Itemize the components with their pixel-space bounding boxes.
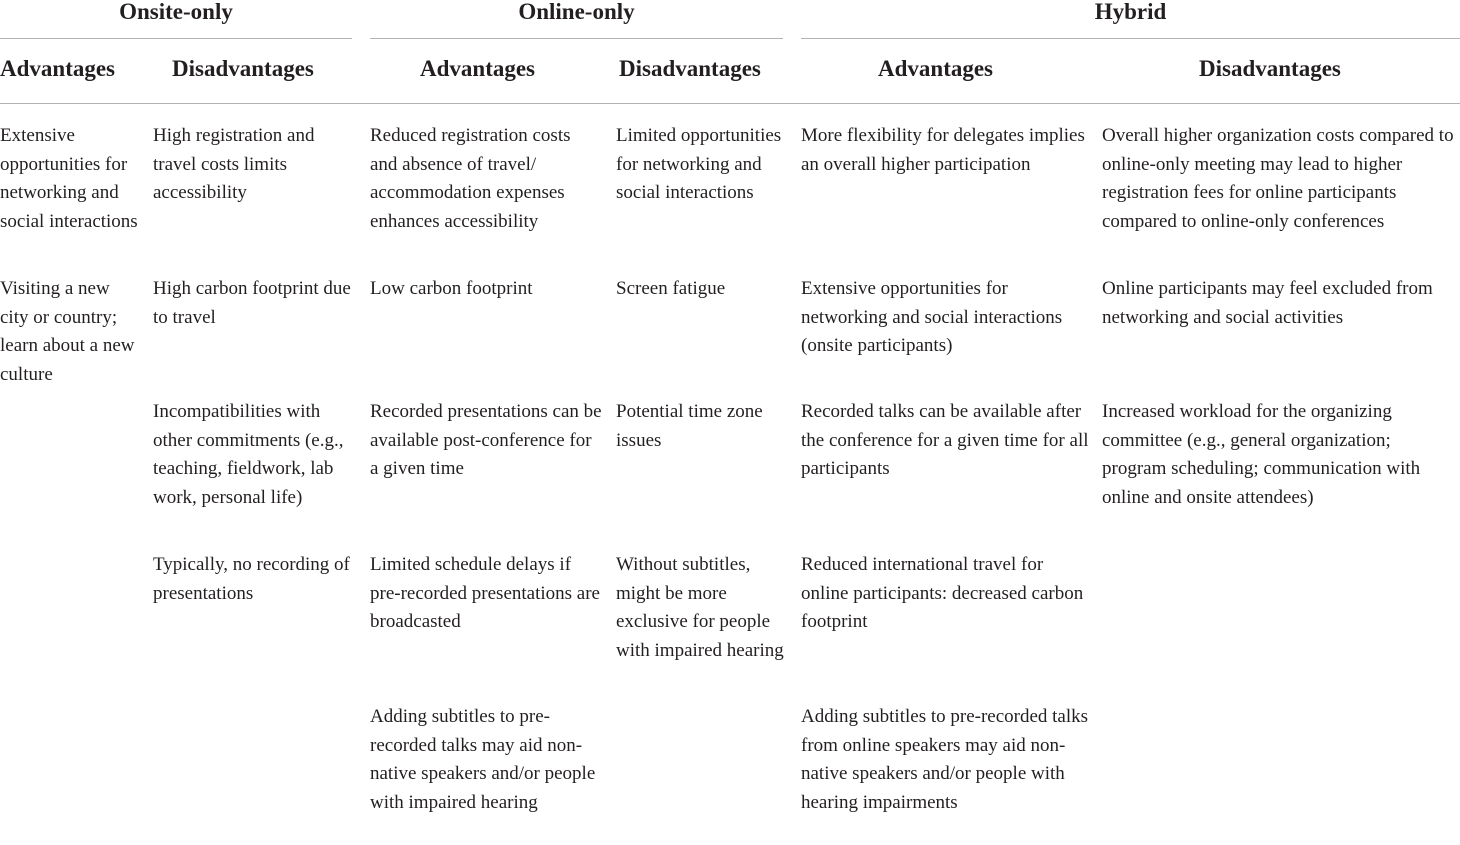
group-rule-hybrid [801,38,1460,39]
cell-r2-online-disadvantage: Screen fatigue [616,278,726,299]
group-rule-online [370,38,783,39]
cell-r1-onsite-disadvantage: High registration and travel costs limits accessibility [153,125,315,204]
cell-r3-hybrid-disadvantage: Increased workload for the organizing committee (e.g., general organization; program scheduling; communication with online and onsite attendees) [1102,401,1421,509]
group-title-online: Online-only [518,0,635,24]
cell-r5-hybrid-advantage: Adding subtitles to pre-recorded talks from online speakers may aid non-native speakers and/or people with hearing impairments [801,706,1089,814]
cell-r3-online-disadvantage: Potential time zone issues [616,401,763,451]
col-header-onsite-disadvantages: Disadvantages [172,56,314,81]
col-header-onsite-advantages: Advantages [0,56,116,81]
cell-r2-hybrid-disadvantage: Online participants may feel excluded from networking and social activities [1102,278,1433,328]
cell-r2-onsite-advantage: Visiting a new city or country; learn about a new culture [0,278,135,386]
cell-r1-online-disadvantage: Limited opportunities for networking and social interactions [616,125,782,204]
cell-r5-online-advantage: Adding subtitles to pre-recorded talks may aid non-native speakers and/or people with impaired hearing [370,706,596,814]
header-rule [0,103,1460,104]
cell-r1-onsite-advantage: Extensive opportunities for networking and social interactions [0,125,138,233]
group-title-onsite: Onsite-only [119,0,233,24]
cell-r2-hybrid-advantage: Extensive opportunities for networking and social interactions (onsite participants) [801,278,1063,357]
group-rule-onsite [0,38,352,39]
cell-r2-online-advantage: Low carbon footprint [370,278,533,299]
col-header-online-disadvantages: Disadvantages [619,56,761,81]
cell-r3-hybrid-advantage: Recorded talks can be available after the conference for a given time for all participants [801,401,1089,480]
group-title-hybrid: Hybrid [1094,0,1167,24]
cell-r4-onsite-disadvantage: Typically, no recording of presentations [153,554,350,604]
cell-r3-onsite-disadvantage: Incompatibilities with other commitments (e.g., teaching, fieldwork, lab work, personal life) [153,401,344,509]
col-header-hybrid-advantages: Advantages [878,56,994,81]
cell-r1-hybrid-disadvantage: Overall higher organization costs compared to online-only meeting may lead to higher registration fees for online participants compared to online-only conferences [1102,125,1454,233]
cell-r3-online-advantage: Recorded presentations can be available post-conference for a given time [370,401,602,480]
cell-r1-hybrid-advantage: More flexibility for delegates implies an overall higher participation [801,125,1085,175]
cell-r4-online-disadvantage: Without subtitles, might be more exclusive for people with impaired hearing [616,554,784,662]
cell-r1-online-advantage: Reduced registration costs and absence of travel/ accommodation expenses enhances accessibility [370,125,571,233]
col-header-online-advantages: Advantages [420,56,536,81]
cell-r2-onsite-disadvantage: High carbon footprint due to travel [153,278,351,328]
col-header-hybrid-disadvantages: Disadvantages [1199,56,1341,81]
cell-r4-hybrid-advantage: Reduced international travel for online participants: decreased carbon footprint [801,554,1084,633]
cell-r4-online-advantage: Limited schedule delays if pre-recorded presentations are broadcasted [370,554,600,633]
